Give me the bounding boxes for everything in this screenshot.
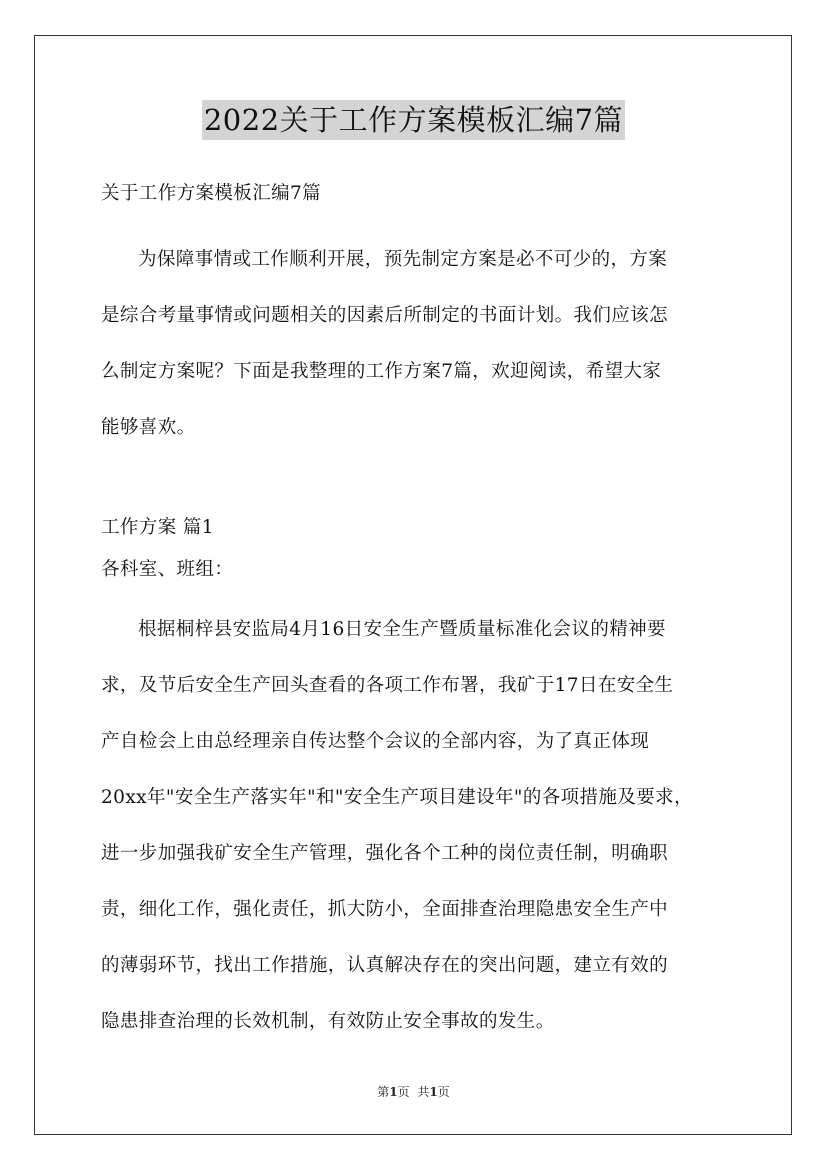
title-container [0,100,827,140]
document-title: 2022关于工作方案模板汇编7篇 [202,100,625,140]
intro-line: 为保障事情或工作顺利开展，预先制定方案是必不可少的，方案 [138,249,668,270]
intro-line: 能够喜欢。 [101,417,196,438]
intro-paragraph [101,232,728,456]
total-prefix: 共 [417,1085,430,1099]
section1-line: 责，细化工作，强化责任，抓大防小，全面排查治理隐患安全生产中 [101,899,669,920]
intro-line: 么制定方案呢？下面是我整理的工作方案7篇，欢迎阅读，希望大家 [101,361,662,382]
section1-line: 求，及节后安全生产回头查看的各项工作布署，我矿于17日在安全生 [101,675,674,696]
section-heading: 工作方案 篇1 [101,517,214,538]
page-suffix: 页 [397,1085,410,1099]
section1-line: 产自检会上由总经理亲自传达整个会议的全部内容，为了真正体现 [101,731,650,752]
section1-line: 根据桐梓县安监局4月16日安全生产暨质量标准化会议的精神要 [138,619,666,640]
section1-line: 的薄弱环节，找出工作措施，认真解决存在的突出问题，建立有效的 [101,955,669,976]
section1-line: 隐患排查治理的长效机制，有效防止安全事故的发生。 [101,1011,555,1032]
page-number: 1 [389,1085,398,1099]
document-body [101,176,728,1050]
section1-line: 进一步加强我矿安全生产管理，强化各个工种的岗位责任制，明确职 [101,843,669,864]
subtitle: 关于工作方案模板汇编7篇 [101,183,322,204]
total-pages: 1 [429,1085,438,1099]
total-suffix: 页 [437,1085,450,1099]
salutation: 各科室、班组： [101,559,234,580]
section1-paragraph [101,602,728,1050]
intro-line: 是综合考量事情或问题相关的因素后所制定的书面计划。我们应该怎 [101,305,669,326]
section1-line: 20xx年"安全生产落实年"和"安全生产项目建设年"的各项措施及要求， [101,787,693,808]
page-prefix: 第 [377,1085,390,1099]
page-footer [0,1083,827,1100]
